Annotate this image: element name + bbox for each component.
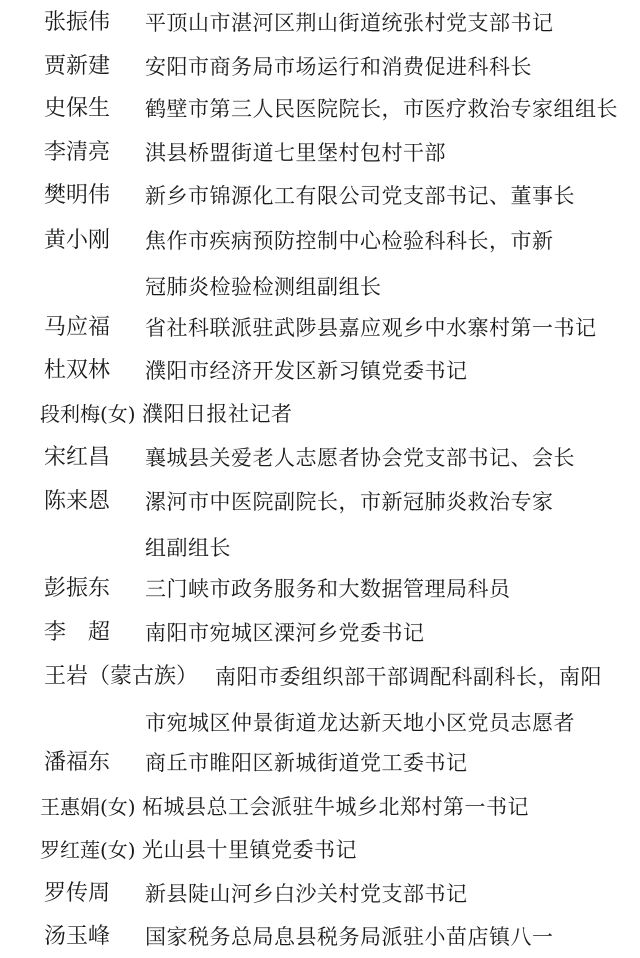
person-title: 柘城县总工会派驻牛城乡北郑村第一书记 <box>142 795 529 819</box>
person-title: 淇县桥盟街道七里堡村包村干部 <box>145 141 446 165</box>
person-name: 宋红昌 <box>44 445 111 470</box>
person-title <box>145 662 640 735</box>
person-title: 濮阳日报社记者 <box>142 402 293 426</box>
person-title: 省社科联派驻武陟县嘉应观乡中水寨村第一书记 <box>145 316 597 340</box>
person-title: 安阳市商务局市场运行和消费促进科科长 <box>145 55 532 79</box>
person-title <box>145 226 625 299</box>
person-title: 鹤壁市第三人民医院院长，市医疗救治专家组组长 <box>145 97 618 121</box>
person-title: 平顶山市湛河区荆山街道统张村党支部书记 <box>145 11 554 35</box>
person-name: 王岩（蒙古族） <box>44 664 199 689</box>
person-title: 新乡市锦源化工有限公司党支部书记、董事长 <box>145 184 575 208</box>
person-title: 国家税务总局息县税务局派驻小苗店镇八一 <box>145 925 554 949</box>
person-name: 马应福 <box>44 315 111 340</box>
person-title-line2: 市宛城区仲景街道龙达新天地小区党员志愿者 <box>145 711 575 735</box>
person-title: 襄城县关爱老人志愿者协会党支部书记、会长 <box>145 446 575 470</box>
person-title: 濮阳市经济开发区新习镇党委书记 <box>145 359 468 383</box>
person-title-line1: 南阳市委组织部干部调配科副科长，南阳 <box>215 665 602 689</box>
person-title: 南阳市宛城区溧河乡党委书记 <box>145 621 425 645</box>
person-name: 张振伟 <box>44 10 111 35</box>
person-name: 汤玉峰 <box>44 924 111 949</box>
person-title: 商丘市睢阳区新城街道党工委书记 <box>145 751 468 775</box>
person-title-line1: 漯河市中医院副院长，市新冠肺炎救治专家 <box>145 490 554 514</box>
person-name: 潘福东 <box>44 750 111 775</box>
person-name: 贾新建 <box>44 54 111 79</box>
person-name: 彭振东 <box>44 576 111 601</box>
person-name: 史保生 <box>44 96 111 121</box>
person-title: 新县陡山河乡白沙关村党支部书记 <box>145 882 468 906</box>
person-title: 光山县十里镇党委书记 <box>142 838 357 862</box>
person-title-line1: 焦作市疾病预防控制中心检验科科长，市新 <box>145 229 554 253</box>
person-name: 李清亮 <box>44 140 111 165</box>
person-title <box>145 487 625 560</box>
person-title: 三门峡市政务服务和大数据管理局科员 <box>145 577 511 601</box>
person-title-line2: 组副组长 <box>145 536 231 560</box>
person-title-line2: 冠肺炎检验检测组副组长 <box>145 275 382 299</box>
person-name: 杜双林 <box>44 358 111 383</box>
person-name: 罗红莲(女) <box>40 838 136 862</box>
person-name: 樊明伟 <box>44 183 111 208</box>
person-name: 王惠娟(女) <box>40 795 136 819</box>
person-name: 黄小刚 <box>44 228 111 253</box>
person-name: 罗传周 <box>44 881 111 906</box>
person-name: 段利梅(女) <box>40 402 136 426</box>
person-name: 李 超 <box>44 620 111 645</box>
person-name: 陈来恩 <box>44 489 111 514</box>
